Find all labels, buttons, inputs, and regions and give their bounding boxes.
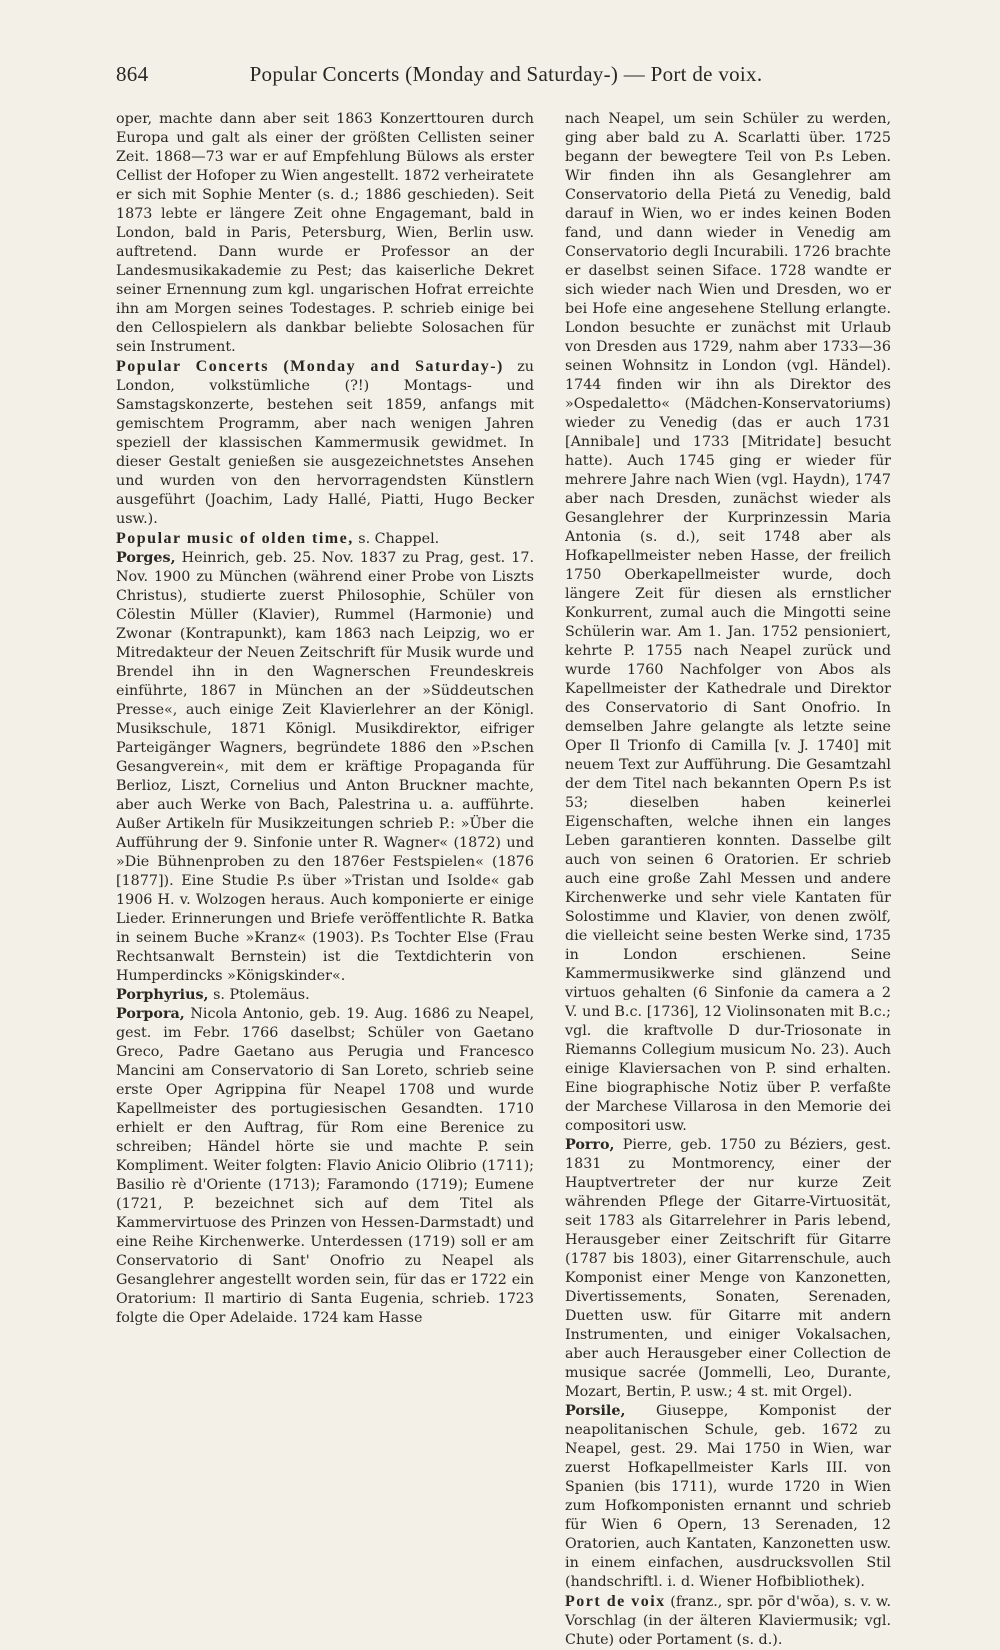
entry-headword: Port de voix — [565, 1593, 666, 1610]
entry-text: (franz., spr. pōr d'wŏa), s. v. w. Vorschlag (in der älteren Klaviermusik; vgl. Chute) oder Portament (s. d.). — [565, 1594, 892, 1648]
entry-popular-music — [116, 529, 534, 549]
entry-text: Pierre, geb. 1750 zu Béziers, gest. 1831 zu Montmorency, einer der Hauptvertreter der nur kurze Zeit währenden Pflege der Gitarre-Virtuosität, seit 1783 als Gitarrelehrer in Paris lebend, Herausgeber einer Zeitschrift für Gitarre (1787 bis 1803), einer Gitarrenschule, auch Komponist einer Menge von Kanzonetten, Divertissements, Sonaten, Serenaden, Duetten usw. für Gitarre mit andern Instrumenten, und einiger Vokalsachen, aber auch Herausgeber einer Collection de musique sacrée (Jommelli, Leo, Durante, Mozart, Bertin, P. usw.; 4 st. mit Orgel). — [565, 1137, 891, 1400]
right-column — [565, 110, 892, 1648]
entry-text: oper, machte dann aber seit 1863 Konzerttouren durch Europa und galt als einer der größten Cellisten seiner Zeit. 1868—73 war er auf Empfehlung Bülows als erster Cellist der Hofoper zu Wien angestellt. 1872 verheiratete er sich mit Sophie Menter (s. d.; 1886 geschieden). Seit 1873 lebte er längere Zeit ohne Engagemant, bald in London, bald in Paris, Petersburg, Wien, Berlin usw. auftretend. Dann wurde er Professor an der Landesmusikakademie zu Pest; das kaiserliche Dekret seiner Ernennung zum kgl. ungarischen Hofrat erreichte ihn am Morgen seines Todestages. P. schrieb einige bei den Cellospielern als dankbar beliebte Solosachen für sein Instrument. — [116, 111, 534, 355]
entry-port-de-voix — [565, 1592, 891, 1650]
entry-headword: Porro, — [565, 1137, 615, 1153]
entry-text: Nicola Antonio, geb. 19. Aug. 1686 zu Neapel, gest. im Febr. 1766 daselbst; Schüler von Gaetano Greco, Padre Gaetano aus Perugia und Francesco Mancini am Conservatorio di San Loreto, schrieb seine erste Oper Agrippina für Neapel 1708 und wurde Kapellmeister des portugiesischen Gesandten. 1710 erhielt er den Auftrag, für Rom eine Berenice zu schreiben; Händel hörte sie und machte P. sein Kompliment. Weiter folgten: Flavio Anicio Olibrio (1711); Basilio rè d'Oriente (1713); Faramondo (1719); Eumene (1721, P. bezeichnet sich auf dem Titel als Kammervirtuose des Prinzen von Hessen-Darmstadt) und eine Reihe Kirchenwerke. Unterdessen (1719) soll er am Conservatorio di Sant' Onofrio zu Neapel als Gesanglehrer angestellt worden sein, für das er 1722 ein Oratorium: Il martirio di Santa Eugenia, schrieb. 1723 folgte die Oper Adelaide. 1724 kam Hasse — [116, 1006, 535, 1326]
entry-text: Giuseppe, Komponist der neapolitanischen Schule, geb. 1672 zu Neapel, gest. 29. Mai 1750 in Wien, war zuerst Hofkapellmeister Karls III. von Spanien (bis 1711), wurde 1720 in Wien zum Hofkomponisten ernannt und schrieb für Wien 6 Opern, 13 Serenaden, 12 Oratorien, auch Kantaten, Kanzonetten usw. in einem einfachen, ausdrucksvollen Stil (handschriftl. i. d. Wiener Hofbibliothek). — [565, 1403, 891, 1590]
entry-popper-continuation — [116, 110, 534, 357]
entry-popular-concerts — [116, 357, 534, 529]
entry-porpora-continuation — [565, 110, 891, 1136]
entry-headword: Porphyrius, — [116, 987, 209, 1003]
entry-headword: Popular Concerts (Monday and Saturday-) — [116, 358, 504, 375]
entry-text: s. Ptolemäus. — [213, 987, 310, 1003]
left-column — [116, 110, 534, 1610]
entry-headword: Porges, — [116, 550, 176, 566]
entry-porpora — [116, 1005, 534, 1328]
entry-headword: Porsile, — [565, 1403, 626, 1419]
entry-porro — [565, 1136, 891, 1402]
entry-porsile — [565, 1402, 891, 1592]
entry-text: s. Chappel. — [358, 531, 440, 547]
entry-headword: Porpora, — [116, 1006, 185, 1022]
entry-porphyrius — [116, 986, 534, 1005]
entry-text: zu London, volkstümliche (?!) Montags- und Samstagskonzerte, bestehen seit 1859, anfangs mit gemischtem Programm, aber nach wenigen Jahren speziell der klassischen Kammermusik gewidmet. In dieser Gestalt genießen sie ausgezeichnetstes Ansehen und wurden von den hervorragendsten Künstlern ausgeführt (Joachim, Lady Hallé, Piatti, Hugo Becker usw.). — [116, 359, 535, 527]
entry-text: nach Neapel, um sein Schüler zu werden, ging aber bald zu A. Scarlatti über. 1725 begann der bewegtere Teil von P.s Leben. Wir finden ihn als Gesanglehrer am Conservatorio della Pietá zu Venedig, bald darauf in Wien, wo er indes keinen Boden fand, und dann wieder in Venedig am Conservatorio degli Incurabili. 1726 brachte er daselbst seinen Siface. 1728 wandte er sich wieder nach Wien und Dresden, wo er bei Hofe eine angesehene Stellung erlangte. London besuchte er zunächst mit Urlaub von Dresden aus 1729, nahm aber 1733—36 seinen Wohnsitz in London (vgl. Händel). 1744 finden wir ihn als Direktor des »Ospedaletto« (Mädchen-Konservatoriums) wieder zu Venedig (das er auch 1731 [Annibale] und 1733 [Mitridate] besucht hatte). Auch 1745 ging er wieder für mehrere Jahre nach Wien (vgl. Haydn), 1747 aber nach Dresden, zunächst wieder als Gesanglehrer der Kurprinzessin Maria Antonia (s. d.), seit 1748 aber als Hofkapellmeister neben Hasse, der freilich 1750 Oberkapellmeister wurde, doch längere Zeit für diesen als ernstlicher Konkurrent, zumal auch die Mingotti seine Schülerin war. Am 1. Jan. 1752 pensioniert, kehrte P. 1755 nach Neapel zurück und wurde 1760 Nachfolger von Abos als Kapellmeister der Kathedrale und Direktor des Conservatorio di Sant Onofrio. In demselben Jahre gelangte als letzte seine Oper Il Trionfo di Camilla [v. J. 1740] mit neuem Text zur Aufführung. Die Gesamtzahl der dem Titel nach bekannten Opern P.s ist 53; dieselben haben keinerlei Eigenschaften, welche ihnen ein langes Leben garantieren konnten. Dasselbe gilt auch von seinen 6 Oratorien. Er schrieb auch eine große Zahl Messen und andere Kirchenwerke und sehr viele Kantaten für Solostimme und Klavier, von denen zwölf, die vielleicht seine besten Werke sind, 1735 in London erschienen. Seine Kammermusikwerke sind glänzend und virtuos gehalten (6 Sinfonie da camera a 2 V. und B.c. [1736], 12 Violinsonaten mit B.c.; vgl. die kraftvolle D dur-Triosonate in Riemanns Collegium musicum No. 23). Auch einige Klaviersachen von P. sind erhalten. Eine biographische Notiz über P. verfaßte der Marchese Villarosa in den Memorie dei compositori usw. — [565, 111, 891, 1134]
entry-text: Heinrich, geb. 25. Nov. 1837 zu Prag, gest. 17. Nov. 1900 zu München (während einer Probe von Liszts Christus), studierte zuerst Philosophie, Schüler von Cölestin Müller (Klavier), Rummel (Harmonie) und Zwonar (Kontrapunkt), kam 1863 nach Leipzig, wo er Mitredakteur der Neuen Zeitschrift für Musik wurde und Brendel ihn in den Wagnerschen Freundeskreis einführte, 1867 in München an der »Süddeutschen Presse«, auch einige Zeit Klavierlehrer an der Königl. Musikschule, 1871 Königl. Musikdirektor, eifriger Parteigänger Wagners, begründete 1886 den »P.schen Gesangverein«, mit dem er kräftige Propaganda für Berlioz, Liszt, Cornelius und Anton Bruckner machte, aber auch Werke von Bach, Palestrina u. a. aufführte. Außer Artikeln für Musikzeitungen schrieb P.: »Über die Aufführung der 9. Sinfonie unter R. Wagner« (1872) und »Die Bühnenproben zu den 1876er Festspielen« (1876 [1877]). Eine Studie P.s über »Tristan und Isolde« gab 1906 H. v. Wolzogen heraus. Auch komponierte er einige Lieder. Erinnerungen und Briefe veröffentlichte R. Batka in seinem Buche »Kranz« (1903). P.s Tochter Else (Frau Rechtsanwalt Bernstein) ist die Textdichterin von Humperdincks »Königskinder«. — [116, 550, 534, 984]
page-number: 864 — [116, 62, 149, 86]
entry-headword: Popular music of olden time, — [116, 530, 354, 547]
entry-porges — [116, 549, 534, 986]
running-title: Popular Concerts (Monday and Saturday-) — Port de voix. — [249, 62, 763, 86]
